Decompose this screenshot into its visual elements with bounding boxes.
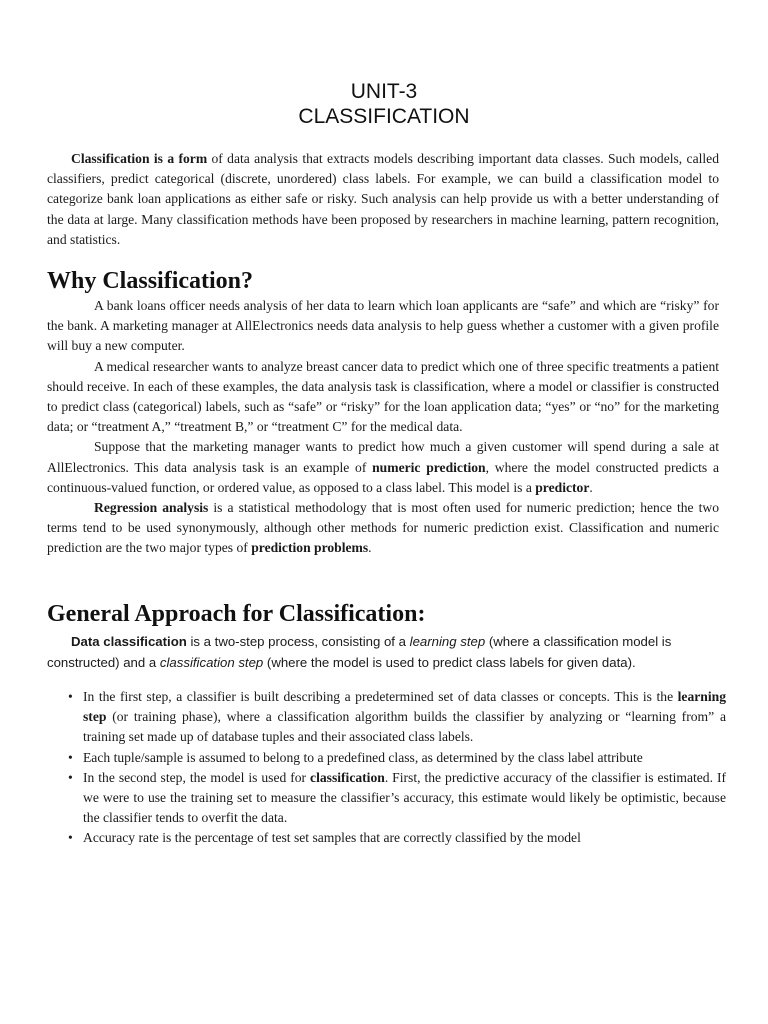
gen-intro-a: is a two-step process, consisting of a: [186, 634, 410, 649]
learning-step-bold: learning step: [83, 689, 726, 725]
regression-analysis-term: Regression analysis: [94, 500, 209, 516]
why-paragraph-2: A medical researcher wants to analyze breast cancer data to predict which one of three specific treatments a patient should receive. In each of these examples, the data analysis task is classification, where a model or classifier is constructed to predict class (categorical) labels, such as “safe” or “risky” for the loan application data; “yes” or “no” for the marketing data; or “treatment A,” “treatment B,” or “treatment C” for the medical data.: [47, 358, 720, 435]
b3-text-b: . First, the predictive accuracy of the classifier is estimated. If we were to use the training set to measure the classifier’s accuracy, this estimate would likely be optimistic, because the classifier tends to overfit the data.: [83, 769, 726, 826]
data-classification-term: Data classification: [71, 634, 187, 649]
unit-title: UNIT-3: [350, 80, 418, 103]
intro-paragraph: [47, 149, 719, 250]
list-item: [68, 828, 726, 848]
numeric-prediction-term: numeric prediction: [372, 459, 486, 475]
bullet-icon: •: [68, 769, 73, 785]
classification-step-term: classification step: [159, 655, 264, 670]
list-item: [68, 768, 726, 829]
p4-text-b: .: [368, 540, 372, 556]
classification-bold: classification: [310, 769, 385, 785]
bullet-icon: •: [68, 830, 73, 846]
list-item: [68, 687, 726, 748]
b1-text-a: In the first step, a classifier is built describing a predetermined set of data classes or concepts. This is the: [83, 689, 678, 704]
why-section: [47, 296, 719, 559]
general-intro-paragraph: [47, 631, 727, 673]
b2-text: Each tuple/sample is assumed to belong to a predefined class, as determined by the class label attribute: [83, 749, 643, 765]
p3-text-b: , where the model constructed predicts a continuous-valued function, or ordered value, as opposed to a class label. This model is a: [47, 459, 719, 495]
why-paragraph-3: [47, 437, 719, 498]
b4-text: Accuracy rate is the percentage of test set samples that are correctly classified by the model: [83, 830, 581, 846]
intro-text: of data analysis that extracts models describing important data classes. Such models, called classifiers, predict categorical (discrete, unordered) class labels. For example, we can build a classification model to categorize bank loan applications as either safe or risky. Such analysis can help provide us with a better understanding of the data at large. Many classification methods have been proposed by researchers in machine learning, pattern recognition, and statistics.: [47, 151, 719, 247]
b1-text-b: (or training phase), where a classification algorithm builds the classifier by analyzing or “learning from” a training set made up of database tuples and their associated class labels.: [83, 709, 726, 745]
gen-intro-b: (where a classification model is constructed) and a: [47, 634, 672, 670]
p3-text-c: .: [589, 479, 593, 495]
intro-lead: Classification is a form: [71, 151, 208, 166]
why-paragraph-4: [47, 498, 719, 559]
predictor-term: predictor: [535, 479, 590, 495]
general-approach-heading: General Approach for Classification:: [47, 601, 426, 627]
topic-title: CLASSIFICATION: [298, 105, 470, 128]
why-paragraph-1: A bank loans officer needs analysis of her data to learn which loan applicants are “safe” and which are “risky” for the bank. A marketing manager at AllElectronics needs data analysis to help guess whether a customer with a given profile will buy a new computer.: [47, 298, 719, 354]
bullet-icon: •: [68, 689, 73, 704]
b3-text-a: In the second step, the model is used for: [83, 769, 311, 785]
approach-bullet-list: [68, 687, 726, 849]
p4-text-a: is a statistical methodology that is most often used for numeric prediction; hence the two terms tend to be used synonymously, although other methods for numeric prediction exist. Classification and numeric prediction are the two major types of: [47, 500, 719, 556]
learning-step-term: learning step: [409, 634, 486, 649]
why-classification-heading: Why Classification?: [47, 268, 254, 294]
p3-text-a: Suppose that the marketing manager wants to predict how much a given customer will spend during a sale at AllElectronics. This data analysis task is an example of: [47, 439, 719, 475]
list-item: [68, 748, 726, 768]
bullet-icon: •: [68, 749, 73, 765]
prediction-problems-term: prediction problems: [251, 540, 369, 556]
gen-intro-c: (where the model is used to predict class labels for given data).: [263, 655, 636, 670]
